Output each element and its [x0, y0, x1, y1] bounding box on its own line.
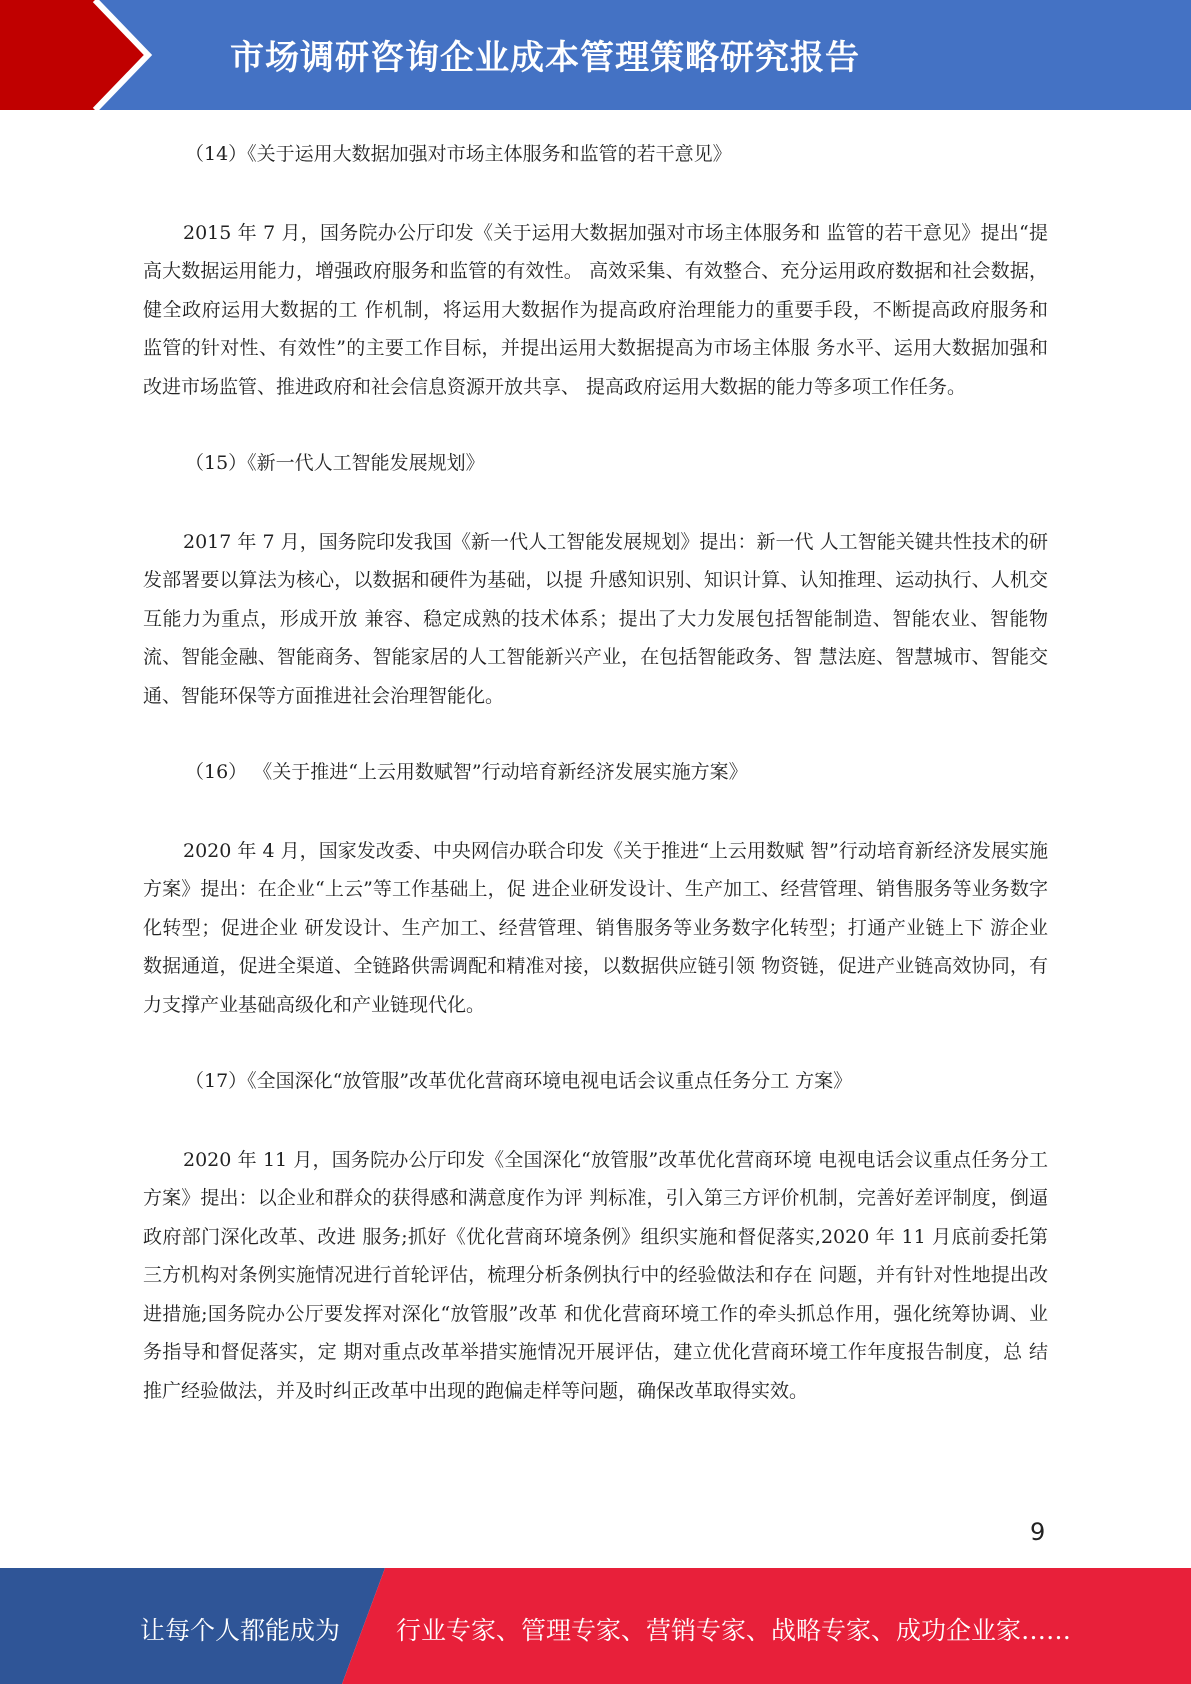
page-number: 9 [1030, 1518, 1046, 1546]
page-footer [0, 1568, 1191, 1684]
section-heading-15: （15）《新一代人工智能发展规划》 [185, 452, 485, 474]
section-paragraph-15: 2017 年 7 月，国务院印发我国《新一代人工智能发展规划》提出：新一代 人工智能关键共性技术的研发部署要以算法为核心，以数据和硬件为基础，以提 升感知识别、知识计算、认知推理、运动执行、人机交互能力为重点，形成开放 兼容、稳定成熟的技术体系；提出了大力发展包括智能制造、智能农业、智能物 流、智能金融、智能商务、智能家居的人工智能新兴产业，在包括智能政务、智 慧法庭、智慧城市、智能交通、智能环保等方面推进社会治理智能化。 [143, 530, 1048, 707]
section-heading-16: （16） 《关于推进“上云用数赋智”行动培育新经济发展实施方案》 [185, 761, 748, 783]
section-heading-17: （17）《全国深化“放管服”改革优化营商环境电视电话会议重点任务分工 方案》 [185, 1070, 853, 1092]
footer-slogan-left: 让每个人都能成为 [140, 1616, 341, 1645]
section-paragraph-16: 2020 年 4 月，国家发改委、中央网信办联合印发《关于推进“上云用数赋 智”行动培育新经济发展实施方案》提出：在企业“上云”等工作基础上，促 进企业研发设计、生产加工、经营管理、销售服务等业务数字化转型；促进企业 研发设计、生产加工、经营管理、销售服务等业务数字化转型；打通产业链上下 游企业数据通道，促进全渠道、全链路供需调配和精准对接，以数据供应链引领 物资链，促进产业链高效协同，有力支撑产业基础高级化和产业链现代化。 [143, 839, 1048, 1016]
section-heading-14: （14）《关于运用大数据加强对市场主体服务和监管的若干意见》 [185, 143, 732, 165]
footer-slogan-right: 行业专家、管理专家、营销专家、战略专家、成功企业家…… [396, 1616, 1072, 1645]
page-header [0, 0, 1191, 110]
report-title: 市场调研咨询企业成本管理策略研究报告 [230, 38, 860, 78]
section-paragraph-17: 2020 年 11 月，国务院办公厅印发《全国深化“放管服”改革优化营商环境 电视电话会议重点任务分工方案》提出：以企业和群众的获得感和满意度作为评 判标准，引入第三方评价机制，完善好差评制度，倒逼政府部门深化改革、改进 服务;抓好《优化营商环境条例》组织实施和督促落实,2020 年 11 月底前委托第 三方机构对条例实施情况进行首轮评估，梳理分析条例执行中的经验做法和存在 问题，并有针对性地提出改进措施;国务院办公厅要发挥对深化“放管服”改革 和优化营商环境工作的牵头抓总作用，强化统筹协调、业务指导和督促落实，定 期对重点改革举措实施情况开展评估，建立优化营商环境工作年度报告制度，总 结推广经验做法，并及时纠正改革中出现的跑偏走样等问题，确保改革取得实效。 [143, 1148, 1048, 1402]
document-body [143, 135, 1048, 1448]
section-paragraph-14: 2015 年 7 月，国务院办公厅印发《关于运用大数据加强对市场主体服务和 监管的若干意见》提出“提高大数据运用能力，增强政府服务和监管的有效性。 高效采集、有效整合、充分运用政府数据和社会数据，健全政府运用大数据的工 作机制，将运用大数据作为提高政府治理能力的重要手段，不断提高政府服务和 监管的针对性、有效性”的主要工作目标，并提出运用大数据提高为市场主体服 务水平、运用大数据加强和改进市场监管、推进政府和社会信息资源开放共享、 提高政府运用大数据的能力等多项工作任务。 [143, 221, 1048, 398]
